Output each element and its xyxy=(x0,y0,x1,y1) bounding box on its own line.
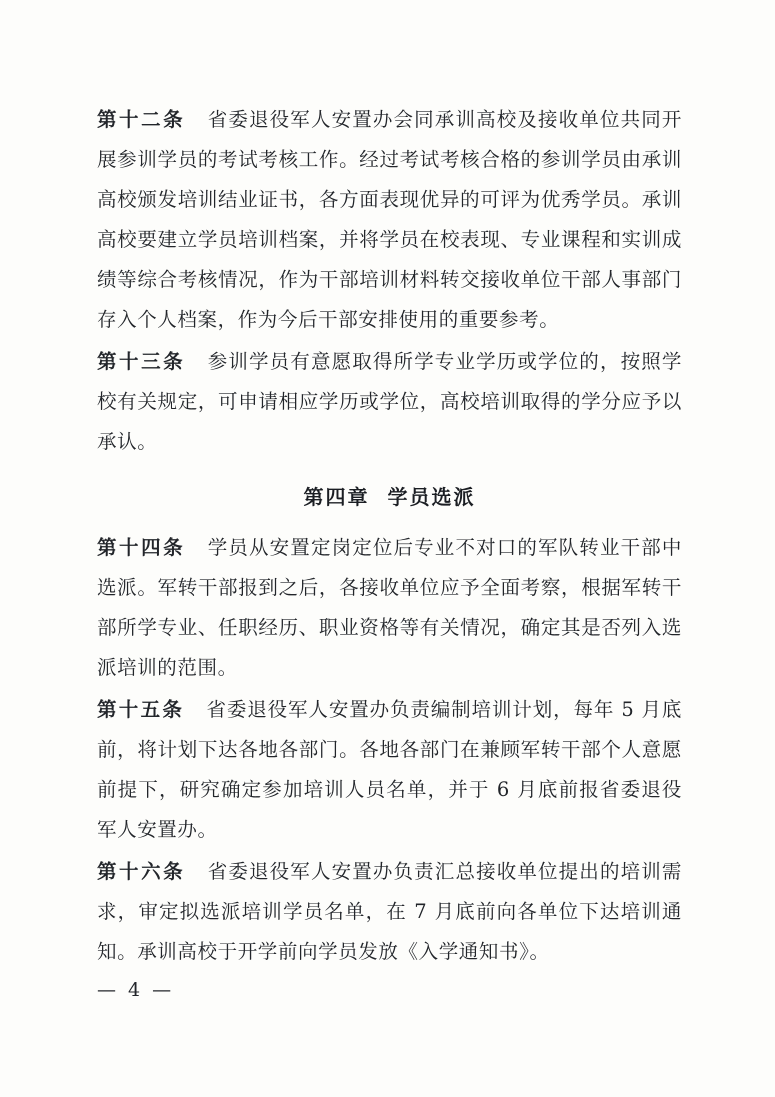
page-body xyxy=(97,100,682,974)
article-number: 第十二条 xyxy=(97,108,186,131)
chapter-heading xyxy=(97,476,682,518)
article-paragraph xyxy=(97,528,682,688)
chapter-title: 学员选派 xyxy=(387,485,476,509)
article-text: 省委退役军人安置办会同承训高校及接收单位共同开展参训学员的考试考核工作。经过考试考核合格的参训学员由承训高校颁发培训结业证书，各方面表现优异的可评为优秀学员。承训高校要建立学员培训档案，并将学员在校表现、专业课程和实训成绩等综合考核情况，作为干部培训材料转交接收单位干部人事部门存入个人档案，作为今后干部安排使用的重要参考。 xyxy=(97,108,682,331)
chapter-number: 第四章 xyxy=(303,485,370,509)
article-text: 参训学员有意愿取得所学专业学历或学位的，按照学校有关规定，可申请相应学历或学位，高校培训取得的学分应予以承认。 xyxy=(97,350,682,453)
article-number: 第十六条 xyxy=(97,860,186,883)
article-text: 省委退役军人安置办负责汇总接收单位提出的培训需求，审定拟选派培训学员名单，在 7 月底前向各单位下达培训通知。承训高校于开学前向学员发放《入学通知书》。 xyxy=(97,860,682,963)
article-paragraph xyxy=(97,342,682,462)
article-text: 学员从安置定岗定位后专业不对口的军队转业干部中选派。军转干部报到之后，各接收单位应予全面考察，根据军转干部所学专业、任职经历、职业资格等有关情况，确定其是否列入选派培训的范围。 xyxy=(97,536,682,679)
article-paragraph xyxy=(97,690,682,850)
page-footer xyxy=(97,975,682,1005)
article-number: 第十四条 xyxy=(97,536,186,559)
article-paragraph xyxy=(97,100,682,340)
article-text: 省委退役军人安置办负责编制培训计划，每年 5 月底前，将计划下达各地各部门。各地各部门在兼顾军转干部个人意愿前提下，研究确定参加培训人员名单，并于 6 月底前报省委退役军人安置办。 xyxy=(97,698,682,841)
article-number: 第十三条 xyxy=(97,350,186,373)
article-paragraph xyxy=(97,852,682,972)
article-number: 第十五条 xyxy=(97,698,185,721)
page-number: — 4 — xyxy=(97,979,175,1001)
